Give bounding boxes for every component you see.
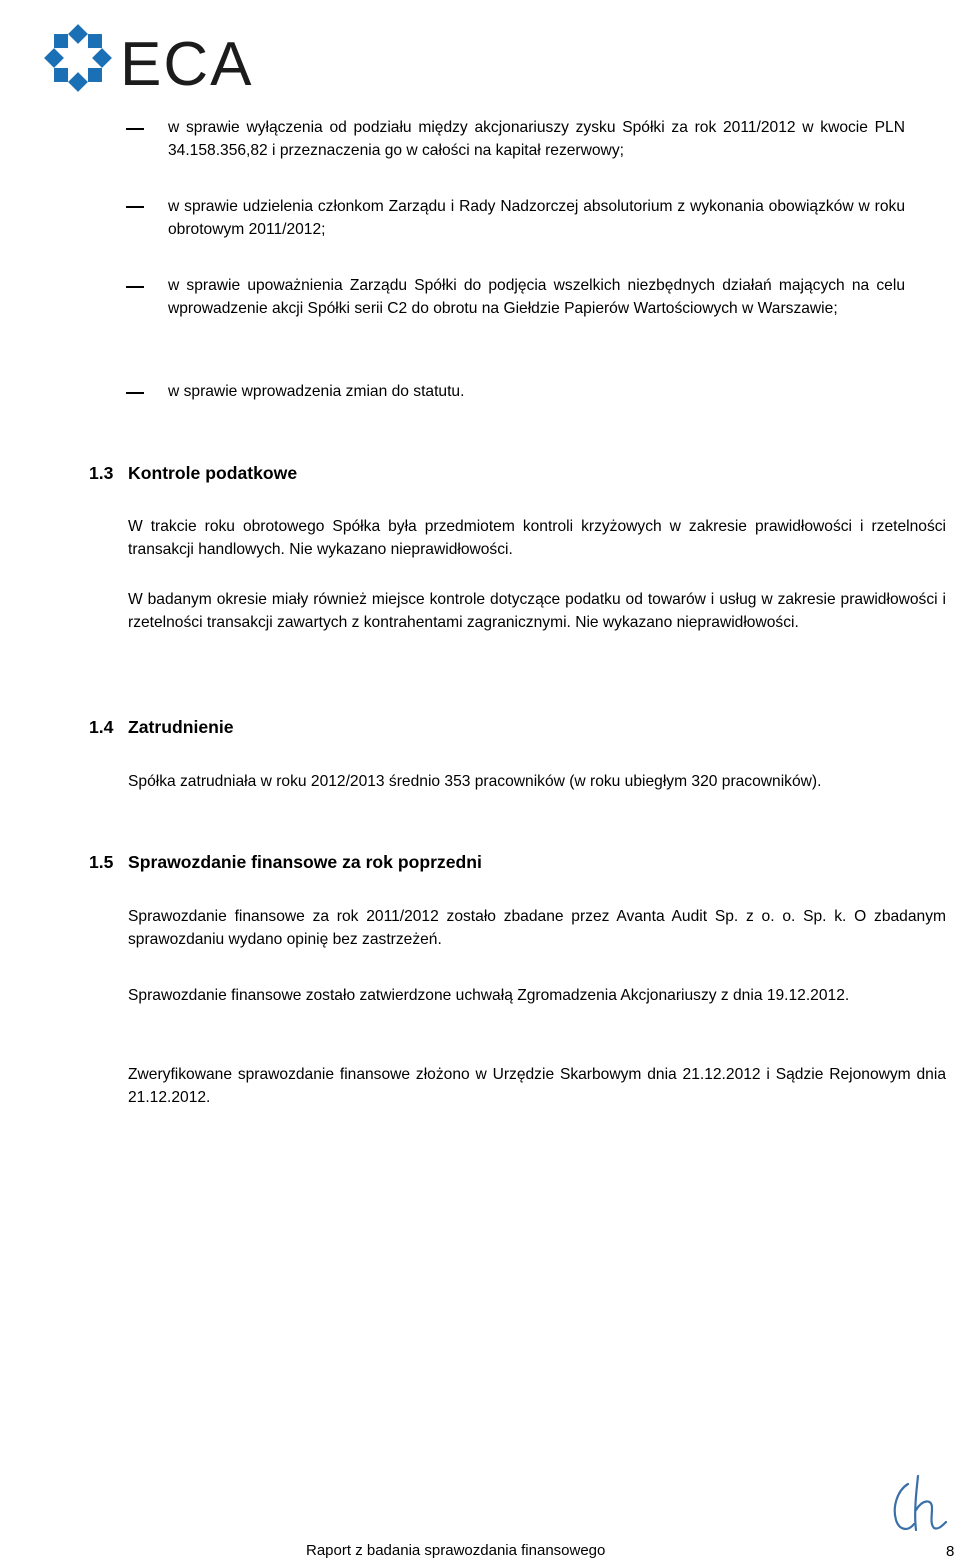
- section-title: Kontrole podatkowe: [128, 463, 298, 483]
- section-heading-1-3: [89, 462, 297, 484]
- logo-star-segment: [92, 48, 112, 68]
- list-item: w sprawie wyłączenia od podziału między akcjonariuszy zysku Spółki za rok 2011/2012 w kwocie PLN 34.158.356,82 i przeznaczenia go w całości na kapitał rezerwowy;: [168, 119, 905, 159]
- logo-star-segment: [68, 72, 88, 92]
- signature-initials: [888, 1470, 950, 1536]
- section-number: 1.4: [89, 717, 114, 737]
- logo-text: ECA: [120, 30, 254, 94]
- footer-title: Raport z badania sprawozdania finansowego: [306, 1542, 606, 1559]
- dash-bullet-4: [126, 392, 144, 394]
- section-number: 1.5: [89, 852, 114, 872]
- handwritten-initials-icon: [888, 1470, 950, 1536]
- dash-bullet-2: [126, 206, 144, 208]
- dash-bullet-1: [126, 128, 144, 130]
- section-heading-1-5: [89, 851, 482, 873]
- logo-star-segment: [54, 68, 68, 82]
- logo-star-segment: [88, 34, 102, 48]
- list-item: w sprawie udzielenia członkom Zarządu i Rady Nadzorczej absolutorium z wykonania obowiązków w roku obrotowym 2011/2012;: [168, 198, 905, 238]
- logo-star-segment: [54, 34, 68, 48]
- dash-bullet-3: [126, 286, 144, 288]
- paragraph: W trakcie roku obrotowego Spółka była przedmiotem kontroli krzyżowych w zakresie prawidłowości i rzetelności transakcji handlowych. Nie wykazano nieprawidłowości.: [128, 518, 946, 558]
- paragraph: Zweryfikowane sprawozdanie finansowe złożono w Urzędzie Skarbowym dnia 21.12.2012 i Sądzie Rejonowym dnia 21.12.2012.: [128, 1066, 946, 1106]
- paragraph: Spółka zatrudniała w roku 2012/2013 średnio 353 pracowników (w roku ubiegłym 320 pracowników).: [128, 773, 822, 790]
- section-number: 1.3: [89, 463, 114, 483]
- page-number: 8: [946, 1543, 955, 1560]
- logo-star-segment: [68, 24, 88, 44]
- section-heading-1-4: [89, 716, 234, 738]
- list-item: w sprawie upoważnienia Zarządu Spółki do podjęcia wszelkich niezbędnych działań mających na celu wprowadzenie akcji Spółki serii C2 do obrotu na Giełdzie Papierów Wartościowych w Warszawie;: [168, 277, 905, 317]
- eca-star-logo-icon: [40, 22, 265, 94]
- logo-star-segment: [44, 48, 64, 68]
- logo-star-segment: [88, 68, 102, 82]
- paragraph: Sprawozdanie finansowe za rok 2011/2012 zostało zbadane przez Avanta Audit Sp. z o. o. Sp. k. O zbadanym sprawozdaniu wydano opinię bez zastrzeżeń.: [128, 908, 946, 948]
- list-item: w sprawie wprowadzenia zmian do statutu.: [168, 383, 465, 400]
- paragraph: Sprawozdanie finansowe zostało zatwierdzone uchwałą Zgromadzenia Akcjonariuszy z dnia 19.12.2012.: [128, 987, 850, 1004]
- paragraph: W badanym okresie miały również miejsce kontrole dotyczące podatku od towarów i usług w zakresie prawidłowości i rzetelności transakcji zawartych z kontrahentami zagranicznymi. Nie wykazano nieprawidłowości.: [128, 591, 946, 631]
- section-title: Sprawozdanie finansowe za rok poprzedni: [128, 852, 482, 872]
- eca-logo: [40, 22, 265, 94]
- section-title: Zatrudnienie: [128, 717, 234, 737]
